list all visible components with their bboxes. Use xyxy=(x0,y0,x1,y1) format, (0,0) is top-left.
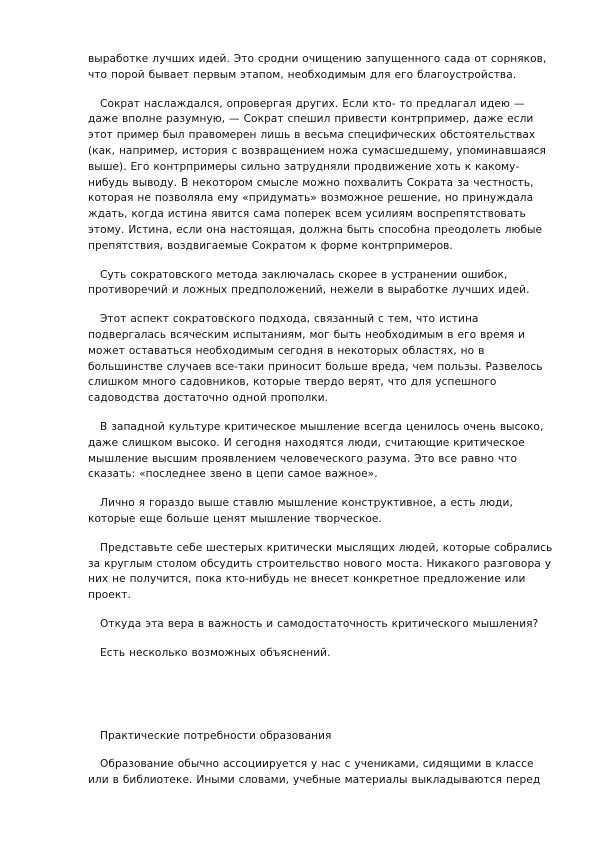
body-text xyxy=(88,52,558,662)
paragraph: Есть несколько возможных объяснений. xyxy=(100,646,331,659)
paragraph: Образование обычно ассоциируется у нас с учениками, сидящими в классе или в библиотеке. Иными словами, учебные материалы выкладываются перед xyxy=(88,757,541,786)
paragraph: В западной культуре критическое мышление всегда ценилось очень высоко, даже слишком высоко. И сегодня находятся люди, считающие критическое мышление высшим проявлением человеческого разума. Это все равно что сказать: «последнее звено в цепи самое важное». xyxy=(88,420,544,481)
paragraph: Этот аспект сократовского подхода, связанный с тем, что истина подвергалась всяческим испытаниям, мог быть необходимым в его время и может оставаться необходимым сегодня в некоторых областях, но в большинстве случаев все-таки приносит больше вреда, чем пользы. Развелось слишком много садовников, которые твердо верят, что для успешного садоводства достаточно одной прополки. xyxy=(88,313,543,405)
paragraph: Откуда эта вера в важность и самодостаточность критического мышления? xyxy=(100,617,539,630)
paragraph: Сократ наслаждался, опровергая других. Если кто- то предлагал идею — даже вполне разумную, — Сократ спешил привести контрпример, даже если этот пример был правомерен лишь в весьма специфических обстоятельствах (как, например, история с возвращением ножа сумасшедшему, упоминавшаяся выше). Его контрпримеры сильно затрудняли продвижение хоть к какому-нибудь выводу. В некотором смысле можно похвалить Сократа за честность, которая не позволяла ему «придумать» возможное решение, но принуждала ждать, когда истина явится сама поперек всем усилиям воспрепятствовать этому. Истина, если она настоящая, должна быть способна преодолеть любые препятствия, воздвигаемые Сократом к форме контрпримеров. xyxy=(88,97,546,252)
paragraph: выработке лучших идей. Это сродни очищению запущенного сада от сорняков, что порой бывает первым этапом, необходимым для его благоустройства. xyxy=(88,53,547,81)
paragraph: Представьте себе шестерых критически мыслящих людей, которые собрались за круглым столом обсудить строительство нового моста. Никакого разговора у них не получится, пока кто-нибудь не внесет конкретное предложение или проект. xyxy=(88,541,553,602)
paragraph: Лично я гораздо выше ставлю мышление конструктивное, а есть люди, которые еще больше ценят мышление творческое. xyxy=(88,497,513,525)
section-heading: Практические потребности образования xyxy=(100,730,332,742)
paragraph: Суть сократовского метода заключалась скорее в устранении ошибок, противоречий и ложных предположений, нежели в выработке лучших идей. xyxy=(88,268,530,297)
section xyxy=(88,729,558,788)
